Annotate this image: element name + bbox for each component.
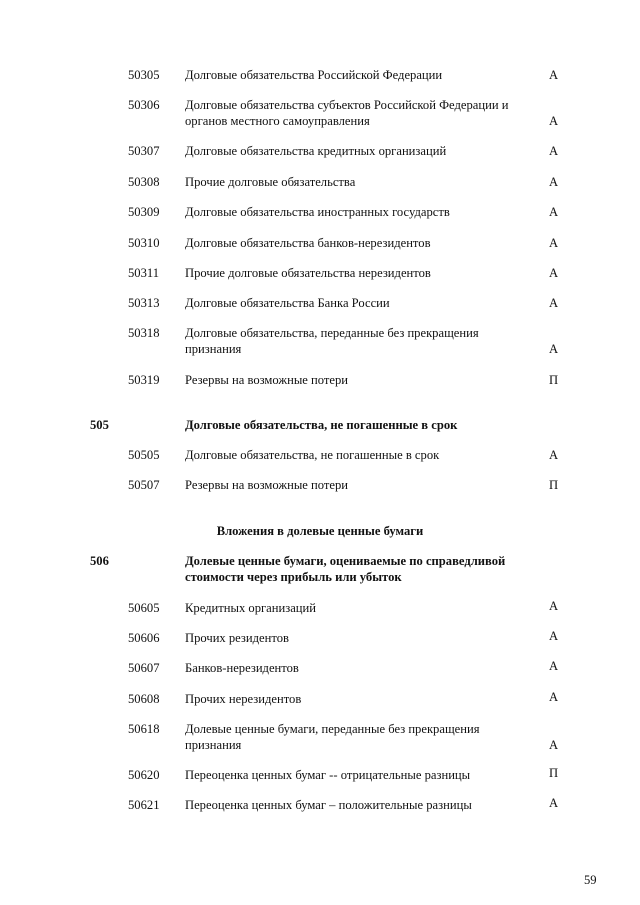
group-code: 505 <box>90 418 109 432</box>
account-name: Прочих нерезидентов <box>185 692 302 706</box>
account-name: Долговые обязательства Российской Федерации <box>185 68 443 82</box>
account-type: А <box>549 236 559 250</box>
account-type: П <box>549 766 559 780</box>
account-code: 50605 <box>128 601 160 615</box>
account-type: А <box>549 738 559 752</box>
account-code: 50307 <box>128 144 160 158</box>
account-name: Прочие долговые обязательства <box>185 175 356 189</box>
account-name: Переоценка ценных бумаг – положительные разницы <box>185 798 472 812</box>
account-name: Резервы на возможные потери <box>185 478 349 492</box>
account-code: 50606 <box>128 631 160 645</box>
account-name: Банков-нерезидентов <box>185 661 299 675</box>
account-name: Прочие долговые обязательства нерезидентов <box>185 266 431 280</box>
account-name: Долговые обязательства Банка России <box>185 296 390 310</box>
account-name: Долговые обязательства субъектов Российской Федерации и органов местного самоуправления <box>185 98 509 128</box>
account-type: А <box>549 68 559 82</box>
group-code: 506 <box>90 554 109 568</box>
account-code: 50305 <box>128 68 160 82</box>
account-name: Долговые обязательства иностранных государств <box>185 205 450 219</box>
account-type: А <box>549 796 559 810</box>
account-code: 50608 <box>128 692 160 706</box>
group-name: Долевые ценные бумаги, оцениваемые по справедливой стоимости через прибыль или убыток <box>185 554 506 584</box>
account-type: П <box>549 478 559 492</box>
account-type: А <box>549 690 559 704</box>
account-code: 50319 <box>128 373 160 387</box>
account-name: Долговые обязательства банков-нерезидентов <box>185 236 431 250</box>
account-type: А <box>549 342 559 356</box>
account-code: 50313 <box>128 296 160 310</box>
account-code: 50618 <box>128 722 160 736</box>
account-code: 50308 <box>128 175 160 189</box>
account-name: Переоценка ценных бумаг -- отрицательные разницы <box>185 768 471 782</box>
account-name: Прочих резидентов <box>185 631 289 645</box>
page-number: 59 <box>584 873 597 887</box>
account-type: А <box>549 266 559 280</box>
account-name: Кредитных организаций <box>185 601 317 615</box>
account-type: А <box>549 144 559 158</box>
account-name: Резервы на возможные потери <box>185 373 349 387</box>
account-type: А <box>549 448 559 462</box>
account-code: 50607 <box>128 661 160 675</box>
account-type: А <box>549 599 559 613</box>
account-type: А <box>549 205 559 219</box>
account-name: Долговые обязательства, не погашенные в срок <box>185 448 440 462</box>
account-type: А <box>549 296 559 310</box>
account-code: 50311 <box>128 266 160 280</box>
account-name: Долговые обязательства кредитных организаций <box>185 144 447 158</box>
account-code: 50620 <box>128 768 160 782</box>
account-code: 50507 <box>128 478 160 492</box>
account-type: А <box>549 629 559 643</box>
account-type: А <box>549 175 559 189</box>
group-name: Долговые обязательства, не погашенные в срок <box>185 418 458 432</box>
section-heading: Вложения в долевые ценные бумаги <box>216 524 424 538</box>
account-code: 50306 <box>128 98 160 112</box>
account-code: 50318 <box>128 326 160 340</box>
account-name: Долговые обязательства, переданные без прекращения признания <box>185 326 479 356</box>
account-code: 50621 <box>128 798 160 812</box>
account-code: 50505 <box>128 448 160 462</box>
account-type: А <box>549 659 559 673</box>
account-name: Долевые ценные бумаги, переданные без прекращения признания <box>185 722 480 752</box>
account-code: 50309 <box>128 205 160 219</box>
account-type: П <box>549 373 559 387</box>
account-type: А <box>549 114 559 128</box>
account-code: 50310 <box>128 236 160 250</box>
